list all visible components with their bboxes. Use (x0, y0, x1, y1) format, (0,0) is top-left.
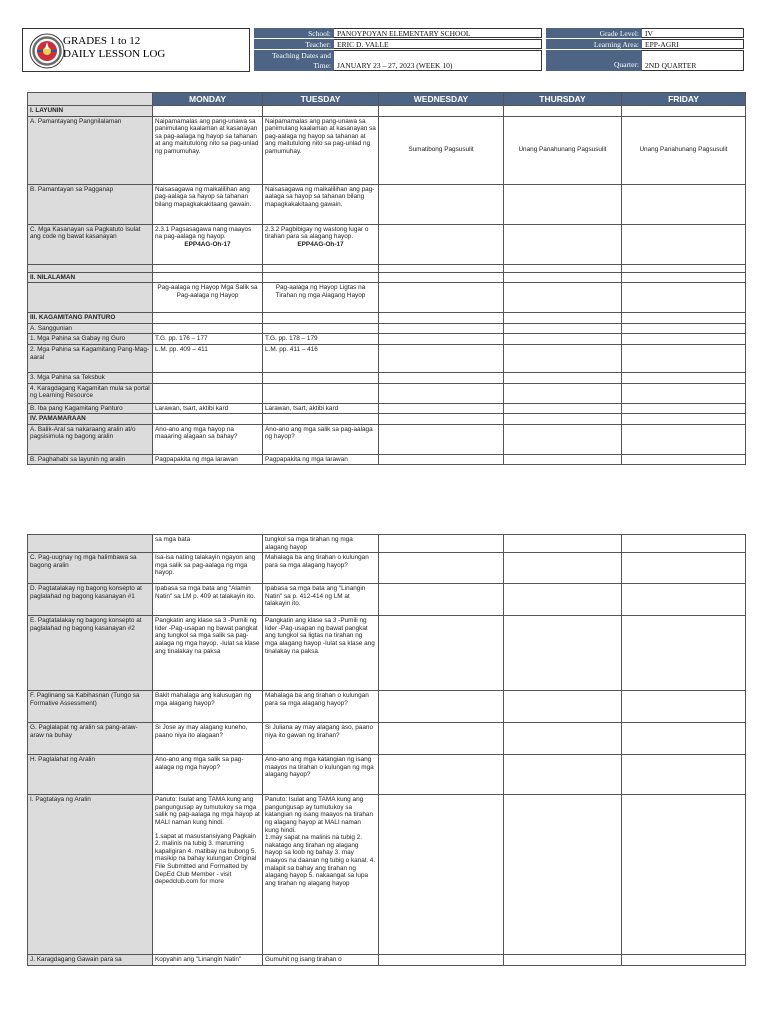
day-wednesday: WEDNESDAY (379, 93, 504, 106)
assessment-instructions: Panuto: Isulat ang TAMA kung ang pangungusap ay tumutukoy sa mga salik ng pag-aalaga ng mga hayop at MALI naman kung hindi. (155, 796, 260, 826)
table-row (28, 283, 746, 313)
table-row (28, 344, 746, 372)
day-thursday: THURSDAY (504, 93, 622, 106)
cell-monday: T.G. pp. 176 – 177 (153, 334, 263, 345)
section-nilalaman: II. NILALAMAN (28, 272, 153, 283)
lesson-log-table-page-1 (27, 92, 746, 465)
table-row (28, 795, 746, 955)
table-row (28, 755, 746, 795)
cell-tuesday: Mahalaga ba ang tirahan o kulungan para sa mga alagang hayop? (263, 691, 379, 723)
dates-value: JANUARY 23 – 27, 2023 (WEEK 10) (334, 50, 542, 71)
header-title-box (22, 28, 250, 72)
day-tuesday: TUESDAY (263, 93, 379, 106)
lesson-log-header (22, 28, 744, 72)
cell-thursday: Unang Panahunang Pagsusulit (504, 116, 622, 184)
competency-code: EPP4AG-Oh-17 (297, 240, 344, 248)
section-row (28, 313, 746, 324)
cell-tuesday: Larawan, tsart, aktibi kard (263, 403, 379, 414)
row-label: B. Paghahabi sa layunin ng aralin (28, 454, 153, 465)
title-line-1: GRADES 1 to 12 (63, 35, 141, 47)
cell-monday: Bakit mahalaga ang kalusugan ng mga alagang hayop? (153, 691, 263, 723)
quarter-value: 2ND QUARTER (642, 50, 744, 71)
header-grade-info (546, 28, 744, 72)
cell-tuesday: Ipabasa sa mga bata ang "Linangin Natin" sa p. 412-414 ng LM at talakayin ito. (263, 584, 379, 616)
section-row (28, 106, 746, 117)
day-header-row (28, 93, 746, 106)
lesson-log-table-page-2 (27, 534, 746, 966)
cell-tuesday: Pangkatin ang klase sa 3 -Pumili ng lider -Pag-usapan ng bawat pangkat ang tungkol sa ligtas na tirahan ng mga alagang hayop -Iulat sa klase ang tinalakay na paksa. (263, 616, 379, 691)
cell-monday: Larawan, tsart, aktibi kard (153, 403, 263, 414)
table-row (28, 454, 746, 465)
cell-tuesday: tungkol sa mga tirahan ng mga alagang hayop (263, 535, 379, 553)
competency-code: EPP4AG-Oh-17 (184, 240, 231, 248)
school-value: PANOYPOYAN ELEMENTARY SCHOOL (334, 28, 542, 38)
row-label: B. Pamantayan sa Pagganap (28, 184, 153, 224)
cell-tuesday (263, 224, 379, 264)
row-label: E. Pagtatalakay ng bagong konsepto at paglalahad ng bagong kasanayan #2 (28, 616, 153, 691)
cell-tuesday: L.M. pp. 411 – 416 (263, 344, 379, 372)
table-row (28, 403, 746, 414)
cell-friday: Unang Panahunang Pagsusulit (622, 116, 746, 184)
row-label: G. Paglalapat ng aralin sa pang-araw-araw na buhay (28, 723, 153, 755)
cell-monday: Pangkatin ang klase sa 3 -Pumili ng lider -Pag-usapan ng bawat pangkat ang tungkol sa mga salik sa pag-aalaga ng mga hayop. -Iulat sa klase ang tinalakay na paksa (153, 616, 263, 691)
table-row (28, 184, 746, 224)
school-label: School: (254, 28, 334, 38)
table-row (28, 424, 746, 454)
cell-tuesday: Ano-ano ang mga katangian ng isang maayos na tirahan o kulungan ng mga alagang hayop? (263, 755, 379, 795)
row-label: 4. Karagdagang Kagamitan mula sa portal ng Learning Resource (28, 383, 153, 403)
row-label: 3. Mga Pahina sa Teksbuk (28, 372, 153, 383)
deped-seal-icon (29, 33, 65, 69)
section-row (28, 272, 746, 283)
table-row (28, 723, 746, 755)
section-pamamaraan: IV. PAMAMARAAN (28, 414, 153, 425)
cell-monday: Naipamamalas ang pang-unawa sa panimulang kaalaman at kasanayan sa pag-aalaga ng hayop sa tahanan at ang maitutulong nito sa pag-unlad ng pamumuhay. (153, 116, 263, 184)
row-label: I. Pagtataya ng Aralin (28, 795, 153, 955)
cell-tuesday: Naisasagawa ng maikalilihan ang pag-aalaga sa hayop sa tahanan bilang mapagkakakitaang gawain. (263, 184, 379, 224)
dates-label: Teaching Dates and Time: (254, 50, 334, 71)
spacer-row (28, 264, 746, 272)
cell-monday: Pag-aalaga ng Hayop Mga Salik sa Pag-aalaga ng Hayop (153, 283, 263, 313)
row-label: 2. Mga Pahina sa Kagamitang Pang-Mag-aaral (28, 344, 153, 372)
grade-value: IV (642, 28, 744, 38)
cell-monday: Pagpapakita ng mga larawan (153, 454, 263, 465)
quarter-label: Quarter: (546, 50, 642, 71)
header-school-info (254, 28, 542, 72)
cell-monday: Naisasagawa ng maikalilihan ang pag-aalaga sa hayop sa tahanan bilang mapagkakakitaang gawain. (153, 184, 263, 224)
table-row (28, 334, 746, 345)
table-row (28, 535, 746, 553)
table-row (28, 323, 746, 334)
row-label: F. Paglinang sa Kabihasnan (Tungo sa Formative Assessment) (28, 691, 153, 723)
day-friday: FRIDAY (622, 93, 746, 106)
assessment-items: 1.may sapat na malinis na tubig 2. nakatago ang tirahan ng alagang hayop sa loob ng bahay 3. may maayos na daanan ng tubig o kanal. 4. malapit sa bahay ang tirahan ng alagang hayop 5. nakaangat sa lupa ang tirahan ng alagang hayop (265, 834, 376, 887)
area-label: Learning Area: (546, 39, 642, 49)
teacher-label: Teacher: (254, 39, 334, 49)
cell-wednesday: Sumatibong Pagsusulit (379, 116, 504, 184)
cell-monday: Kopyahin ang "Linangin Natin" (153, 955, 263, 966)
header-title (63, 35, 165, 61)
cell-tuesday: Pag-aalaga ng Hayop Ligtas na Tirahan ng mga Alagang Hayop (263, 283, 379, 313)
row-label: C. Pag-uugnay ng mga halimbawa sa bagong aralin (28, 553, 153, 584)
competency-text: 2.3.1 Pagsasagawa nang maayos na pag-aalaga ng hayop. (155, 225, 252, 241)
row-label: A. Pamantayang Pangnilalaman (28, 116, 153, 184)
teacher-value: ERIC D. VALLE (334, 39, 542, 49)
table-row (28, 383, 746, 403)
cell-tuesday: Mahalaga ba ang tirahan o kulungan para sa mga alagang hayop? (263, 553, 379, 584)
row-label: B. Iba pang Kagamitang Panturo (28, 403, 153, 414)
competency-text: 2.3.2 Pagbibigay ng wastong lugar o tirahan para sa alagang hayop. (265, 225, 369, 241)
cell-tuesday: Gumuhit ng isang tirahan o (263, 955, 379, 966)
row-label: A. Sanggunian (28, 323, 153, 334)
area-value: EPP-AGRI (642, 39, 744, 49)
cell-monday (153, 224, 263, 264)
row-label: A. Balik-Aral sa nakaraang aralin at/o pagsisimula ng bagong aralin (28, 424, 153, 454)
cell-tuesday: Ano-ano ang mga salik sa pag-aalaga ng hayop? (263, 424, 379, 454)
table-row (28, 553, 746, 584)
table-row (28, 691, 746, 723)
cell-monday: Ipabasa sa mga bata ang "Alamin Natin" sa LM p. 409 at talakayin ito. (153, 584, 263, 616)
cell-monday: sa mga bata (153, 535, 263, 553)
assessment-items: 1.sapat at masustansiyang Pagkain 2. malinis na tubig 3. maruming kapaligiran 4. matibay na bubong 5. masikip na bahay kulungan Original File Submitted and Formatted by DepEd Club Member - visit depedclub.com for more (155, 832, 257, 886)
title-line-2: DAILY LESSON LOG (63, 48, 166, 60)
table-row (28, 616, 746, 691)
grade-label: Grade Level: (546, 28, 642, 38)
cell-tuesday (263, 795, 379, 955)
cell-monday: Ano-ano ang mga salik sa pag-aalaga ng mga hayop? (153, 755, 263, 795)
section-layunin: I. LAYUNIN (28, 106, 153, 117)
row-label: D. Pagtatalakay ng bagong konsepto at paglalahad ng bagong kasanayan #1 (28, 584, 153, 616)
assessment-instructions: Panuto: Isulat ang TAMA kung ang pangungusap ay tumutukoy sa katangian ng isang maayos na tirahan ng alagang hayop at MALI naman kung hindi. (265, 796, 374, 834)
row-label: H. Paglalahat ng Aralin (28, 755, 153, 795)
cell-monday: Si Jose ay may alagang kuneho, paano niya ito alagaan? (153, 723, 263, 755)
table-row (28, 116, 746, 184)
cell-tuesday: T.G. pp. 178 – 179 (263, 334, 379, 345)
cell-tuesday: Pagpapakita ng mga larawan (263, 454, 379, 465)
cell-monday (153, 795, 263, 955)
table-row (28, 224, 746, 264)
table-row (28, 372, 746, 383)
row-label: J. Karagdagang Gawain para sa (28, 955, 153, 966)
cell-tuesday: Si Juliana ay may alagang aso, paano niya ito gawan ng tirahan? (263, 723, 379, 755)
cell-monday: L.M. pp. 409 – 411 (153, 344, 263, 372)
section-kagamitan: III. KAGAMITANG PANTURO (28, 313, 153, 324)
section-row (28, 414, 746, 425)
row-label: C. Mga Kasanayan sa Pagkatuto Isulat ang code ng bawat kasanayan (28, 224, 153, 264)
table-row (28, 584, 746, 616)
cell-monday: Isa-isa nating talakayin ngayon ang mga salik sa pag-aalaga ng mga hayop. (153, 553, 263, 584)
cell-tuesday: Naipamamalas ang pang-unawa sa panimulang kaalaman at kasanayan sa pag-aalaga ng hayop sa tahanan at ang maitutulong nito sa pag-unlad ng pamumuhay. (263, 116, 379, 184)
day-monday: MONDAY (153, 93, 263, 106)
row-label: 1. Mga Pahina sa Gabay ng Guro (28, 334, 153, 345)
table-row (28, 955, 746, 966)
cell-monday: Ano-ano ang mga hayop na maaaring alagaan sa bahay? (153, 424, 263, 454)
